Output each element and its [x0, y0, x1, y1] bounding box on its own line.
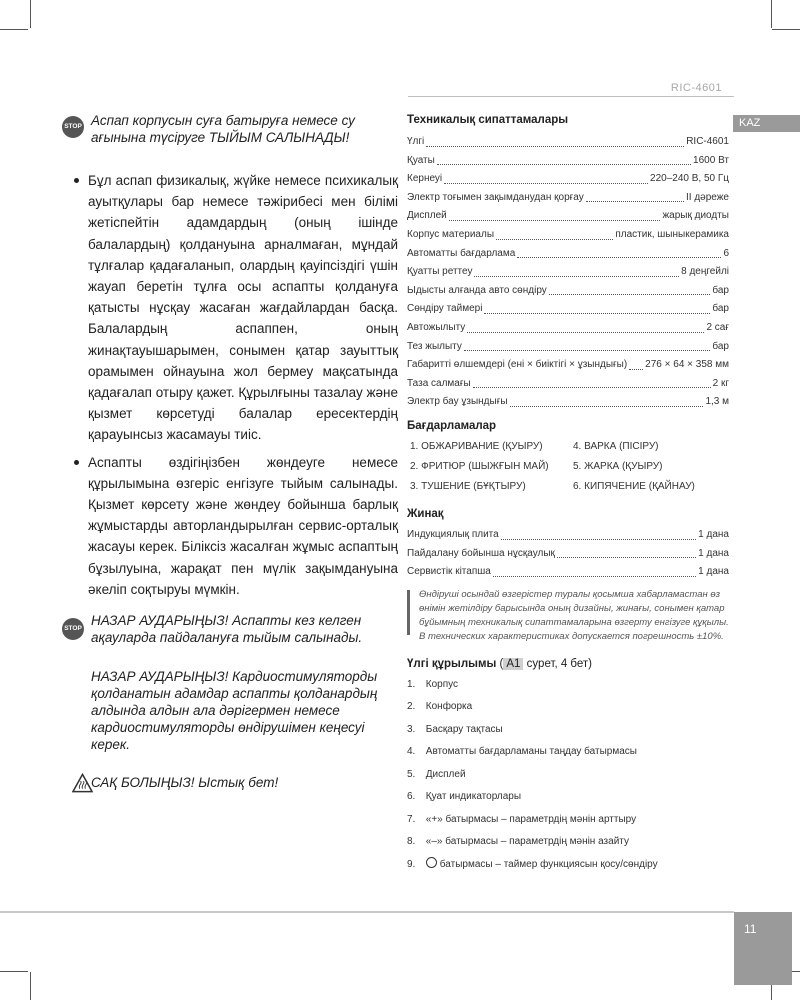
kit-leader: [501, 539, 696, 540]
part-number: 4.: [407, 746, 416, 758]
spec-label: Таза салмағы: [407, 377, 471, 389]
timer-icon: [426, 857, 437, 868]
part-number: 3.: [407, 723, 416, 735]
spec-value: бар: [712, 284, 729, 296]
bullet-icon: [74, 178, 79, 183]
part-text: Автоматты бағдарламаны таңдау батырмасы: [425, 746, 637, 758]
spec-row: [407, 319, 729, 338]
part-item: [407, 741, 729, 764]
spec-value: бар: [712, 303, 729, 315]
spec-value: 8 деңгейлі: [681, 266, 729, 278]
part-number: 7.: [407, 813, 416, 825]
crop-mark: [771, 0, 772, 28]
specs-title: Техникалық сипаттамалары: [407, 114, 569, 126]
safety-column: [62, 112, 398, 801]
programs-list: [410, 438, 729, 495]
spec-leader: [426, 146, 684, 147]
kit-leader: [557, 557, 696, 558]
spec-value: II дәреже: [686, 191, 729, 203]
spec-leader: [484, 313, 710, 314]
spec-leader: [496, 239, 613, 240]
spec-value: бар: [712, 340, 729, 352]
stop-icon: STOP: [62, 116, 84, 138]
program-item: 2. ФРИТЮР (ШЫЖҒЫН МАЙ): [410, 460, 549, 472]
kit-value: 1 дана: [698, 547, 729, 559]
kit-list: [407, 526, 729, 582]
spec-leader: [586, 201, 684, 202]
kit-row: [407, 563, 729, 582]
spec-label: Кернеуі: [407, 173, 443, 185]
spec-label: Дисплей: [407, 210, 447, 222]
hot-surface-icon: [72, 773, 93, 793]
part-item: [407, 809, 729, 832]
spec-label: Сөндіру таймері: [407, 303, 483, 315]
kit-label: Сервистік кітапша: [407, 566, 491, 578]
kit-value: 1 дана: [698, 528, 729, 540]
figure-ref: A1: [503, 658, 523, 670]
spec-row: [407, 282, 729, 301]
spec-leader: [629, 369, 643, 370]
crop-mark: [30, 972, 31, 1000]
note-bar: [407, 590, 410, 635]
part-item: [407, 674, 729, 697]
crop-mark: [772, 29, 800, 30]
spec-row: [407, 189, 729, 208]
spec-label: Электр тоғымен зақымданудан қорғау: [407, 191, 584, 203]
part-text: Басқару тақтасы: [425, 723, 503, 735]
part-number: 1.: [407, 678, 416, 690]
spec-value: 276 × 64 × 358 мм: [645, 359, 729, 371]
bullet-children-text: Бұл аспап физикалық, жүйке немесе психикалық ауытқулары бар немесе тәжірибесі мен білімі жетіспейтін адамдардың (оның ішінде балалардың) қолдануына арналмаған, мұндай тұлғалар қадағаланып, олардың қауіпсіздігі үшін жауап беретін тұлға осы аспапты қолдануға қатысты нұсқау жасаған жағдайлардан басқа. Балалардың аспаппен, оның жинақтауышарымен, сонымен қатар зауыттық орамымен ойнауына жол бермеу мақсатында қадағалап отыру қажет. Құрылғыны тазалау және қызмет көрсетуді балалар ересектердің қарауынсыз жасамауы тиіс.: [88, 173, 398, 443]
kit-title: Жинақ: [407, 507, 444, 520]
spec-row: [407, 263, 729, 282]
spec-leader: [449, 220, 661, 221]
spec-leader: [437, 164, 691, 165]
spec-label: Қуатты реттеу: [407, 266, 473, 278]
header-rule: [408, 96, 734, 97]
kit-row: [407, 545, 729, 564]
kit-label: Пайдалану бойынша нұсқаулық: [407, 547, 555, 559]
part-item: [407, 719, 729, 742]
spec-row: [407, 207, 729, 226]
warning-pacemaker: НАЗАР АУДАРЫҢЫЗ! Кардиостимуляторды қолданатын адамдар аспапты қолданардың алдында алдын ала дәрігермен немесе кардиостимуляторды өндірушімен кеңесуі керек.: [91, 669, 378, 753]
spec-leader: [517, 257, 721, 258]
crop-mark: [0, 971, 28, 972]
spec-value: жарық диодты: [662, 210, 729, 222]
bullet-repair: [62, 452, 398, 600]
parts-list: [407, 674, 729, 877]
bullet-icon: [74, 460, 79, 465]
spec-row: [407, 245, 729, 264]
spec-label: Қуаты: [407, 154, 435, 166]
part-item: [407, 854, 729, 877]
spec-value: пластик, шыныкерамика: [615, 228, 729, 240]
part-number: 6.: [407, 791, 416, 803]
part-item: [407, 831, 729, 854]
part-text: Дисплей: [425, 768, 466, 780]
spec-value: 6: [723, 247, 729, 259]
part-text: «+» батырмасы – параметрдің мәнін арттыру: [425, 813, 637, 825]
spec-value: 220–240 В, 50 Гц: [650, 173, 729, 185]
kit-leader: [493, 576, 696, 577]
spec-row: [407, 133, 729, 152]
program-item: 4. ВАРКА (ПІСІРУ): [573, 440, 659, 452]
programs-title: Бағдарламалар: [407, 419, 497, 432]
part-item: [407, 786, 729, 809]
part-number: 8.: [407, 836, 416, 848]
spec-value: 1600 Вт: [693, 154, 729, 166]
program-item: 3. ТУШЕНИЕ (БҰҚТЫРУ): [410, 480, 526, 492]
footer-rule: [0, 911, 734, 913]
spec-row: [407, 356, 729, 375]
spec-label: Автоматты бағдарлама: [407, 247, 516, 259]
spec-value: 2 кг: [712, 377, 729, 389]
part-item: [407, 696, 729, 719]
page-number: 11: [734, 912, 792, 985]
crop-mark: [30, 0, 31, 28]
program-item: 1. ОБЖАРИВАНИЕ (ҚУЫРУ): [410, 440, 543, 452]
warning-hot-surface: САҚ БОЛЫҢЫЗ! Ыстық бет!: [91, 775, 279, 791]
stop-icon: STOP: [62, 618, 84, 640]
language-tab: KAZ: [733, 115, 800, 132]
spec-label: Электр бау ұзындығы: [407, 396, 508, 408]
spec-row: [407, 226, 729, 245]
part-text: Конфорка: [425, 701, 473, 713]
model-desc-title: Үлгі құрылымы ( A1 сурет, 4 бет): [407, 657, 592, 670]
spec-leader: [464, 350, 711, 351]
spec-label: Габаритті өлшемдері (ені × биіктігі × ұзындығы): [407, 359, 628, 371]
spec-label: Үлгі: [407, 136, 425, 147]
spec-value: 2 сағ: [706, 321, 729, 333]
manufacturer-note: [407, 588, 729, 644]
kit-row: [407, 526, 729, 545]
spec-leader: [474, 276, 679, 277]
spec-row: [407, 338, 729, 357]
spec-value: 1,3 м: [705, 396, 729, 408]
spec-leader: [473, 387, 711, 388]
spec-row: [407, 393, 729, 412]
spec-leader: [549, 294, 711, 295]
specs-list: [407, 133, 729, 412]
spec-label: Автожылыту: [407, 321, 466, 333]
program-item: 5. ЖАРКА (ҚУЫРУ): [573, 460, 663, 472]
program-item: 6. КИПЯЧЕНИЕ (ҚАЙНАУ): [573, 480, 695, 492]
part-number: 2.: [407, 701, 416, 713]
part-text: батырмасы – таймер функциясын қосу/сөндіру: [439, 858, 658, 870]
part-text: «–» батырмасы – параметрдің мәнін азайту: [425, 836, 629, 848]
header-model: RIC-4601: [670, 82, 722, 94]
bullet-children: [62, 170, 398, 446]
crop-mark: [0, 29, 28, 30]
model-desc-title-text: Үлгі құрылымы: [407, 657, 497, 670]
part-text: Корпус: [425, 678, 459, 690]
part-item: [407, 764, 729, 787]
spec-row: [407, 152, 729, 171]
warning-faults: НАЗАР АУДАРЫҢЫЗ! Аспапты кез келген ақауларда пайдалануға тыйым салынады.: [91, 613, 363, 646]
warning-water: Аспап корпусын суға батыруға немесе су ағынына түсіруге ТЫЙЫМ САЛЫНАДЫ!: [91, 113, 355, 145]
spec-row: [407, 170, 729, 189]
part-number: 5.: [407, 768, 416, 780]
spec-row: [407, 375, 729, 394]
part-text: Қуат индикаторлары: [425, 791, 522, 803]
bullet-repair-text: Аспапты өздігіңізбен жөндеуге немесе құрылымына өзгеріс енгізуге тыйым салынады. Қызмет көрсету және жөндеу бойынша барлық жұмыстарды авторландырылған сервис-орталық жасауы керек. Біліксіз жасалған жұмыс аспаптың бұзылуына, жарақат пен мүлік зақымдануына әкеліп соқтыруы мүмкін.: [88, 454, 398, 597]
manufacturer-note-text: Өндіруші осындай өзгерістер туралы қосымша хабарламастан өз өнімін жетілдіру барысында оның дизайны, жинағы, сонымен қатар бұйымның техникалық сипаттамаларына өзгерту енгізуге құқылы. В технических характеристиках допускается погрешность ±10%.: [419, 588, 729, 642]
kit-label: Индукциялық плита: [407, 528, 499, 540]
spec-label: Ыдысты алғанда авто сөндіру: [407, 284, 547, 296]
kit-value: 1 дана: [698, 566, 729, 578]
figure-suffix: сурет, 4 бет): [526, 657, 592, 670]
spec-label: Корпус материалы: [407, 228, 495, 240]
spec-leader: [510, 406, 704, 407]
spec-column: [407, 114, 729, 876]
part-number: 9.: [407, 858, 416, 870]
spec-value: RIC-4601: [686, 136, 729, 147]
spec-leader: [467, 332, 704, 333]
spec-leader: [444, 183, 648, 184]
spec-row: [407, 300, 729, 319]
spec-label: Тез жылыту: [407, 340, 462, 352]
